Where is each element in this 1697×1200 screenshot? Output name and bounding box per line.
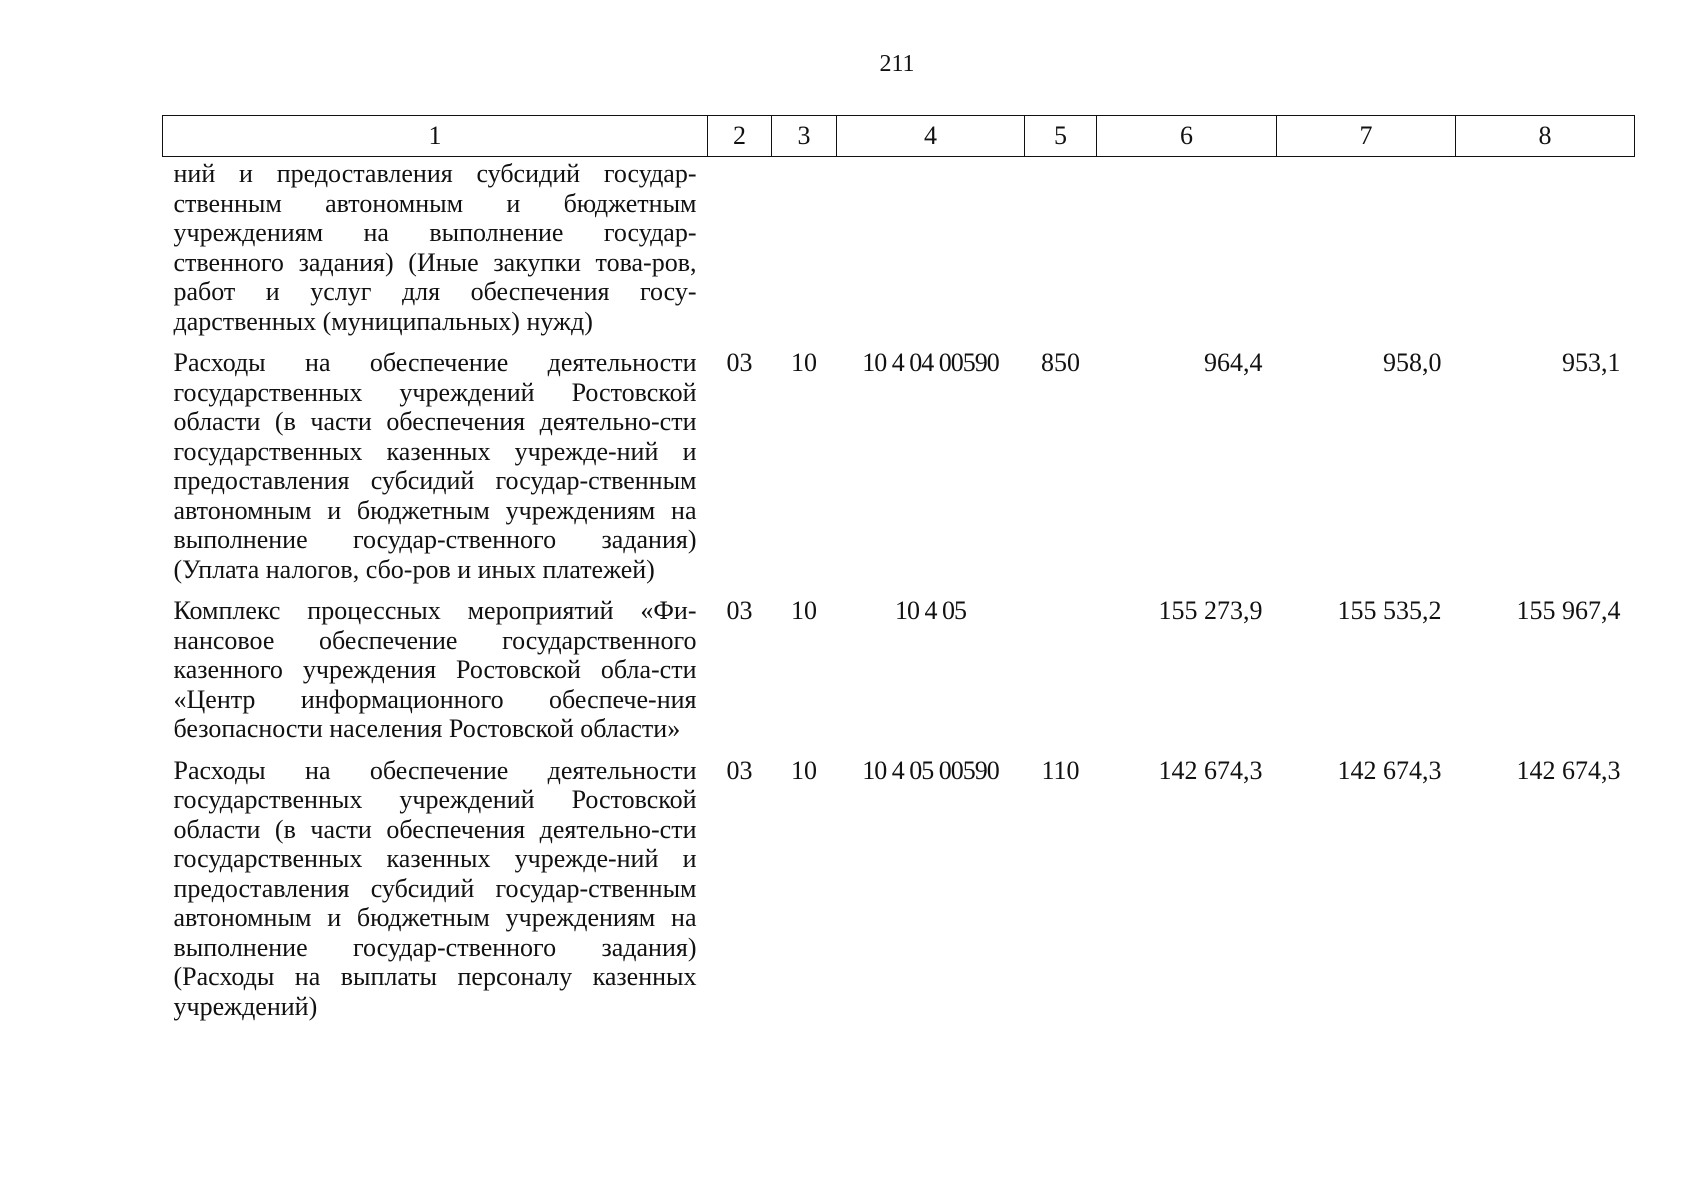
- row-description: ний и предоставления субсидий государ-ственным автономным и бюджетным учреждениям на выполнение государ-ственного задания) (Иные закупки това-ров, работ и услуг для обеспечения госу-дарственных (муниципальных) нужд): [173, 159, 697, 336]
- row-description: Комплекс процессных мероприятий «Фи-нансовое обеспечение государственного казенного учреждения Ростовской обла-сти «Центр информационного обеспече-ния безопасности населения Ростовской области»: [173, 596, 697, 743]
- target-article-code: 10 4 05 00590: [862, 755, 999, 785]
- amount-year-2: 142 674,3: [1337, 755, 1442, 785]
- section-code: 03: [726, 348, 753, 377]
- target-article-code: 10 4 04 00590: [862, 348, 999, 377]
- column-header-5: 5: [1025, 116, 1097, 157]
- subsection-code: [772, 157, 837, 349]
- amount-year-3: 953,1: [1562, 348, 1621, 377]
- subsection-code: 10: [791, 596, 817, 625]
- budget-table: [162, 115, 1635, 1033]
- amount-year-3: 155 967,4: [1516, 596, 1621, 625]
- subsection-code: 10: [791, 755, 817, 785]
- amount-year-2: [1277, 157, 1456, 349]
- column-header-1: 1: [163, 116, 708, 157]
- column-header-7: 7: [1277, 116, 1456, 157]
- column-header-4: 4: [837, 116, 1025, 157]
- header-row: [163, 116, 1635, 157]
- expense-type-code: [1025, 596, 1097, 756]
- table-header: [163, 116, 1635, 157]
- amount-year-3: 142 674,3: [1516, 755, 1621, 785]
- expense-type-code: 110: [1041, 755, 1080, 785]
- target-article-code: [837, 157, 1025, 349]
- table-body: [163, 157, 1635, 1034]
- amount-year-3: [1456, 157, 1635, 349]
- table-row: [163, 756, 1635, 1034]
- column-header-2: 2: [708, 116, 772, 157]
- row-description: Расходы на обеспечение деятельности государственных учреждений Ростовской области (в части обеспечения деятельно-сти государственных казенных учрежде-ний и предоставления субсидий государ-ственным автономным и бюджетным учреждениям на выполнение государ-ственного задания) (Расходы на выплаты персоналу казенных учреждений): [173, 755, 697, 1021]
- column-header-6: 6: [1097, 116, 1277, 157]
- target-article-code: 10 4 05: [895, 596, 966, 625]
- amount-year-2: 958,0: [1383, 348, 1442, 377]
- section-code: 03: [726, 596, 753, 625]
- page-number: 211: [879, 51, 915, 77]
- expense-type-code: [1025, 157, 1097, 349]
- column-header-3: 3: [772, 116, 837, 157]
- amount-year-1: 142 674,3: [1158, 755, 1263, 785]
- section-code: 03: [726, 755, 753, 785]
- amount-year-1: [1097, 157, 1277, 349]
- subsection-code: 10: [791, 348, 817, 377]
- row-description: Расходы на обеспечение деятельности государственных учреждений Ростовской области (в части обеспечения деятельно-сти государственных казенных учрежде-ний и предоставления субсидий государ-ственным автономным и бюджетным учреждениям на выполнение государ-ственного задания) (Уплата налогов, сбо-ров и иных платежей): [173, 348, 697, 584]
- table-row: [163, 596, 1635, 756]
- amount-year-1: 964,4: [1204, 348, 1263, 377]
- table-row: [163, 157, 1635, 349]
- table-row: [163, 348, 1635, 596]
- section-code: [708, 157, 772, 349]
- amount-year-1: 155 273,9: [1158, 596, 1263, 625]
- expense-type-code: 850: [1041, 348, 1080, 377]
- amount-year-2: 155 535,2: [1337, 596, 1442, 625]
- column-header-8: 8: [1456, 116, 1635, 157]
